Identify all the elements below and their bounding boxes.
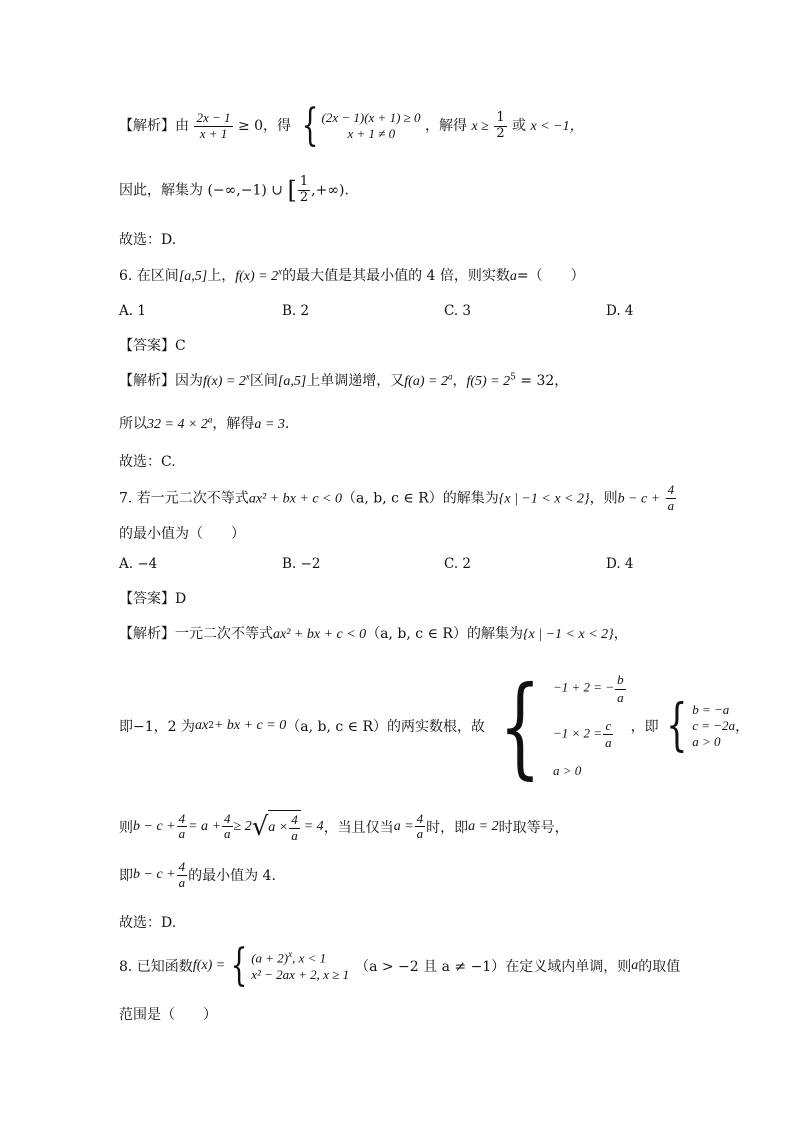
math: x ≥ bbox=[471, 119, 489, 134]
analysis-label: 【解析】由 bbox=[119, 118, 189, 134]
option-c: C. 2 bbox=[444, 556, 472, 572]
q7-stem-2: 的最小值为（ ） bbox=[119, 526, 245, 542]
q6-conclusion: 故选：C. bbox=[119, 454, 176, 470]
math: x < −1， bbox=[530, 119, 584, 134]
option-b: B. −2 bbox=[282, 556, 321, 572]
math: ,+∞) bbox=[311, 182, 345, 199]
text: 因此，解集为 bbox=[119, 182, 203, 199]
fraction: $\frac{1}{2}$ bbox=[299, 174, 309, 205]
q6-stem: 6. 在区间[a,5]上，$f(x) = 2^x$的最大值是其最小值的 4 倍，则实数a=（ ） bbox=[119, 266, 585, 284]
q7-conclusion: 故选：D. bbox=[119, 915, 177, 931]
q8-stem: 8. 已知函数 f(x) = { $(a + 2)^x$, x < 1 x² − 2ax + 2, x ≥ 1 （a > −2 且 a ≠ −1）在定义域内单调，则 a 的取值 bbox=[119, 940, 681, 991]
brace: { bbox=[665, 693, 688, 758]
analysis5-line2 bbox=[119, 175, 349, 206]
text: ，解得 bbox=[425, 118, 467, 134]
fraction: $\frac{4}{a}$ bbox=[667, 482, 675, 513]
bracket: [ bbox=[287, 176, 297, 205]
brace: { bbox=[230, 940, 248, 991]
q7-answer: 【答案】D bbox=[119, 591, 187, 607]
text: ≥ 0，得 bbox=[237, 118, 292, 134]
fraction: $\frac{2x - 1}{x + 1}$ bbox=[196, 109, 231, 141]
option-c: C. 3 bbox=[444, 303, 472, 319]
equation-system: { −1 + 2 = − $\frac{b}{a}$ −1 × 2 = $\frac{c}{a}$ a > 0 bbox=[499, 662, 624, 790]
analysis5-conclusion: 故选：D. bbox=[119, 232, 177, 248]
q7-explanation-2: 即−1，2 为 ax 2 + bx + c = 0 （a, b, c ∈ R）的两实数根，故 { −1 + 2 = − $\frac{b}{a}$ −1 × 2 = $\frac{c}{a}$ a > 0 ，即 { b = −a c = −2a a > 0 ， bbox=[119, 662, 750, 790]
piecewise-function: { $(a + 2)^x$, x < 1 x² − 2ax + 2, x ≥ 1 bbox=[230, 940, 350, 991]
option-d: D. 4 bbox=[606, 303, 634, 319]
q7-explanation-3: 则 b − c + $\frac{4}{a}$ = a + $\frac{4}{a}$ ≥ 2 √ a × $\frac{4}{a}$ = 4 ，当且仅当 a = $\frac{4}{a}$ 时，即 a = 2 时取等号， bbox=[119, 810, 569, 843]
q6-explanation-1: 【解析】因为$f(x) = 2^x$区间[a,5]上单调递增，又$f(a) = 2^a$，$f(5) = 2^5 = 32$， bbox=[119, 371, 569, 389]
option-b: B. 2 bbox=[282, 303, 310, 319]
q7-explanation-4: 即 b − c + $\frac{4}{a}$ 的最小值为 4. bbox=[119, 859, 276, 890]
option-a: A. 1 bbox=[119, 303, 146, 319]
q7-stem: 7. 若一元二次不等式ax² + bx + c < 0（a, b, c ∈ R）的解集为{x | −1 < x < 2}，则b − c + $\frac{4}{a}$ bbox=[119, 482, 675, 513]
fraction: $\frac{1}{2}$ bbox=[496, 109, 505, 141]
q7-explanation-1: 【解析】一元二次不等式ax² + bx + c < 0（a, b, c ∈ R）的解集为{x | −1 < x < 2}， bbox=[119, 626, 628, 642]
text: 或 bbox=[512, 118, 527, 134]
math: (−∞,−1) ∪ bbox=[207, 182, 284, 199]
option-d: D. 4 bbox=[606, 556, 634, 572]
brace: { bbox=[499, 662, 541, 790]
analysis5-line1 bbox=[119, 100, 584, 151]
q8-stem-2: 范围是（ ） bbox=[119, 1007, 217, 1023]
q6-explanation-2: 所以$32 = 4 \times 2^a$，解得a = 3. bbox=[119, 414, 290, 432]
text: . bbox=[344, 182, 349, 199]
brace: { bbox=[301, 100, 318, 151]
equation-system: { (2x − 1)(x + 1) ≥ 0 x + 1 ≠ 0 bbox=[301, 100, 421, 151]
option-a: A. −4 bbox=[119, 556, 158, 572]
q6-answer: 【答案】C bbox=[119, 338, 186, 354]
equation-system: { b = −a c = −2a a > 0 bbox=[665, 693, 736, 758]
